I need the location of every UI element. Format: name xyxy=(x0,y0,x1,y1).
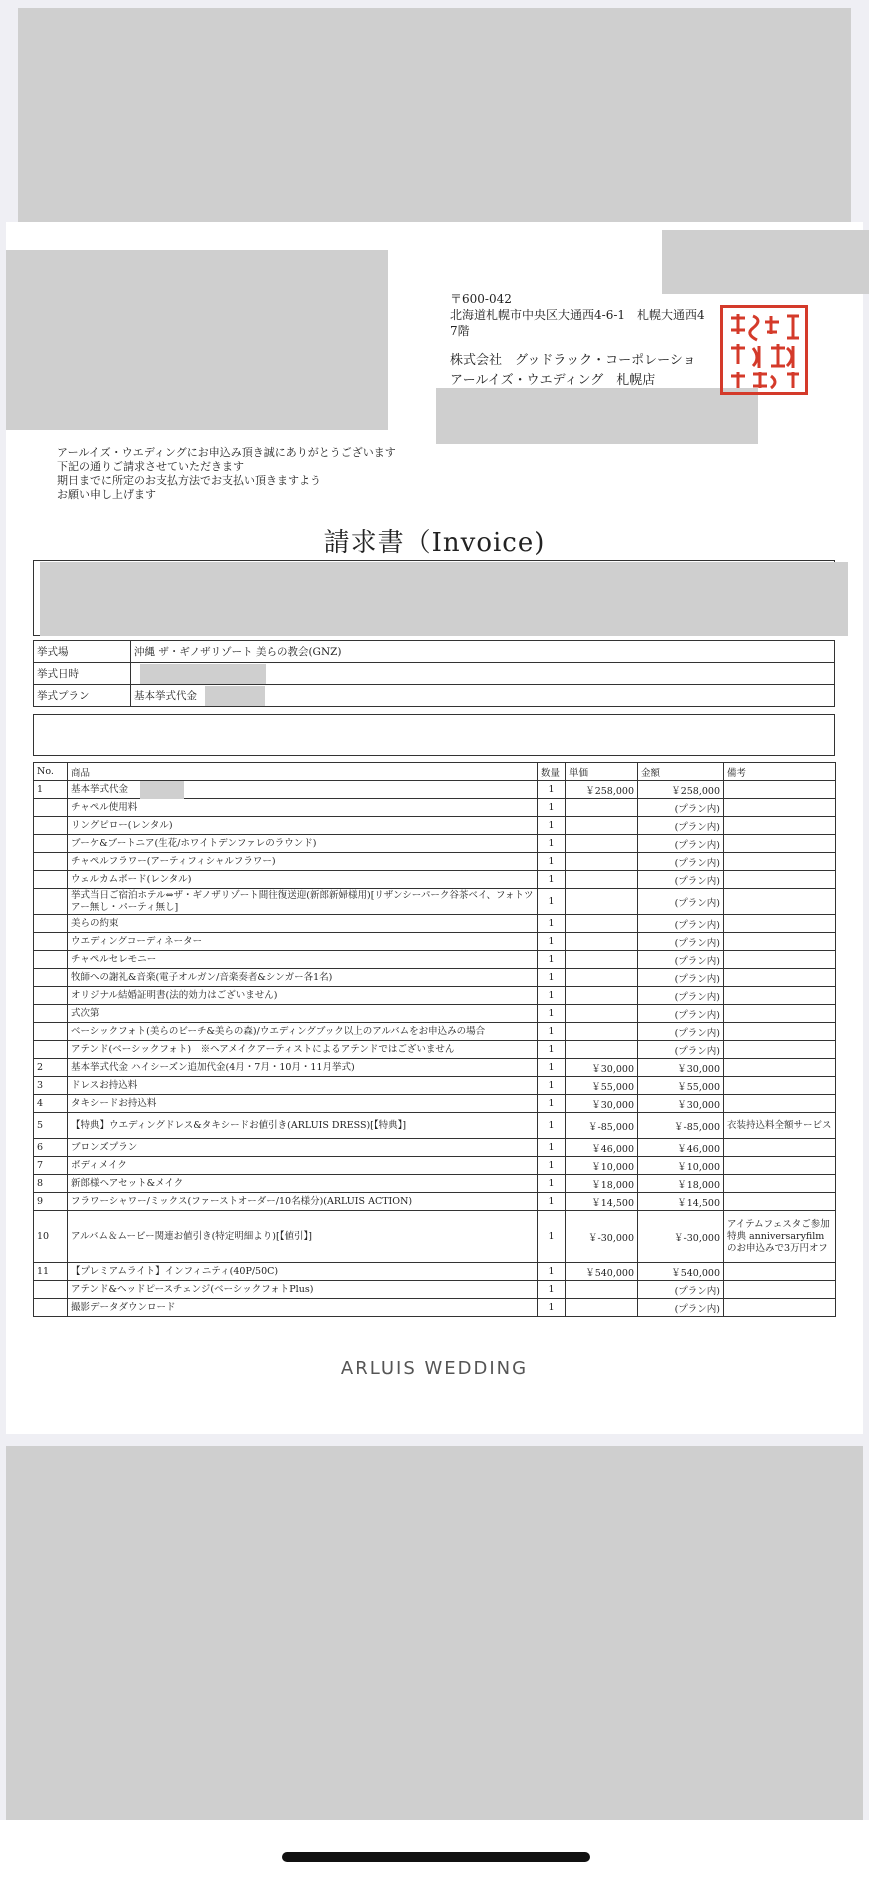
row-no: 9 xyxy=(34,1193,68,1211)
table-row xyxy=(34,1139,836,1157)
row-note xyxy=(724,781,836,799)
redacted-recipient xyxy=(6,250,388,430)
row-item: ボディメイク xyxy=(68,1157,538,1175)
row-unit-price: ￥540,000 xyxy=(566,1263,638,1281)
row-unit-price xyxy=(566,969,638,987)
row-unit-price xyxy=(566,951,638,969)
row-unit-price xyxy=(566,799,638,817)
row-unit-price: ￥10,000 xyxy=(566,1157,638,1175)
row-note xyxy=(724,987,836,1005)
row-note xyxy=(724,889,836,915)
table-row xyxy=(34,1175,836,1193)
home-indicator[interactable] xyxy=(282,1852,590,1862)
remarks-box xyxy=(33,714,835,756)
row-unit-price xyxy=(566,853,638,871)
row-no xyxy=(34,1023,68,1041)
row-item: フラワーシャワー/ミックス(ファーストオーダー/10名様分)(ARLUIS ACTION) xyxy=(68,1193,538,1211)
row-item: 【特典】ウエディングドレス&タキシードお値引き(ARLUIS DRESS)[【特典】] xyxy=(68,1113,538,1139)
row-qty: 1 xyxy=(538,1175,566,1193)
row-qty: 1 xyxy=(538,1023,566,1041)
row-amount: (プラン内) xyxy=(638,915,724,933)
plan-label: 挙式プラン xyxy=(34,685,131,707)
redacted-header-right xyxy=(662,230,869,294)
row-no: 1 xyxy=(34,781,68,799)
row-note xyxy=(724,951,836,969)
row-note xyxy=(724,1175,836,1193)
table-row xyxy=(34,987,836,1005)
row-qty: 1 xyxy=(538,781,566,799)
page-title: 請求書（Invoice) xyxy=(323,528,546,558)
row-qty: 1 xyxy=(538,1193,566,1211)
row-qty: 1 xyxy=(538,1157,566,1175)
table-row xyxy=(34,1023,836,1041)
row-unit-price xyxy=(566,889,638,915)
redacted-top xyxy=(18,8,851,226)
row-amount: (プラン内) xyxy=(638,835,724,853)
row-unit-price xyxy=(566,987,638,1005)
row-no xyxy=(34,969,68,987)
row-item: リングピロー(レンタル) xyxy=(68,817,538,835)
row-no: 5 xyxy=(34,1113,68,1139)
row-amount: ￥30,000 xyxy=(638,1059,724,1077)
col-unit-header: 単価 xyxy=(566,763,638,781)
redacted-item-1 xyxy=(140,781,184,799)
row-note xyxy=(724,1005,836,1023)
row-no: 6 xyxy=(34,1139,68,1157)
row-item: 新郎様ヘアセット&メイク xyxy=(68,1175,538,1193)
table-row xyxy=(34,1193,836,1211)
row-no xyxy=(34,987,68,1005)
table-row xyxy=(34,1059,836,1077)
table-row xyxy=(34,1041,836,1059)
row-unit-price: ￥258,000 xyxy=(566,781,638,799)
row-unit-price: ￥46,000 xyxy=(566,1139,638,1157)
table-row xyxy=(34,969,836,987)
postal-code: 〒600-042 xyxy=(450,292,512,306)
row-no xyxy=(34,817,68,835)
row-no xyxy=(34,933,68,951)
col-amount-header: 金額 xyxy=(638,763,724,781)
row-note xyxy=(724,1193,836,1211)
row-item: アテンド(ベーシックフォト) ※ヘアメイクアーティストによるアテンドではございません xyxy=(68,1041,538,1059)
row-item: チャペルフラワー(アーティフィシャルフラワー) xyxy=(68,853,538,871)
table-row xyxy=(34,799,836,817)
row-item: ベーシックフォト(美らのビーチ&美らの森)/ウエディングブック以上のアルバムをお申込みの場合 xyxy=(68,1023,538,1041)
row-no: 10 xyxy=(34,1211,68,1263)
company-seal xyxy=(720,305,808,395)
row-item: ウェルカムボード(レンタル) xyxy=(68,871,538,889)
row-item: アルバム＆ムービー関連お値引き(特定明細より)[【値引】] xyxy=(68,1211,538,1263)
row-no: 8 xyxy=(34,1175,68,1193)
row-no xyxy=(34,951,68,969)
row-amount: ￥46,000 xyxy=(638,1139,724,1157)
row-qty: 1 xyxy=(538,1059,566,1077)
table-row xyxy=(34,1299,836,1317)
table-row xyxy=(34,915,836,933)
row-qty: 1 xyxy=(538,1139,566,1157)
row-qty: 1 xyxy=(538,1281,566,1299)
table-row xyxy=(34,1281,836,1299)
row-qty: 1 xyxy=(538,915,566,933)
row-note xyxy=(724,1041,836,1059)
invoice-items-table xyxy=(33,762,836,1317)
row-unit-price xyxy=(566,1299,638,1317)
row-note xyxy=(724,1157,836,1175)
row-qty: 1 xyxy=(538,987,566,1005)
row-amount: ￥-30,000 xyxy=(638,1211,724,1263)
row-item: 撮影データダウンロード xyxy=(68,1299,538,1317)
row-qty: 1 xyxy=(538,1095,566,1113)
row-amount: (プラン内) xyxy=(638,933,724,951)
row-note xyxy=(724,1299,836,1317)
row-note xyxy=(724,1263,836,1281)
row-no: 2 xyxy=(34,1059,68,1077)
row-item: チャペルセレモニー xyxy=(68,951,538,969)
row-item: 挙式当日ご宿泊ホテル⇔ザ・ギノザリゾート間往復送迎(新郎新婦様用)[リザンシーパーク谷茶ベイ、フォトツアー無し・パーティ無し] xyxy=(68,889,538,915)
row-item: タキシードお持込料 xyxy=(68,1095,538,1113)
row-unit-price: ￥30,000 xyxy=(566,1059,638,1077)
row-note xyxy=(724,835,836,853)
row-item: 美らの約束 xyxy=(68,915,538,933)
row-note xyxy=(724,1077,836,1095)
row-unit-price xyxy=(566,1041,638,1059)
row-amount: (プラン内) xyxy=(638,889,724,915)
redacted-bottom xyxy=(6,1446,863,1822)
table-row xyxy=(34,871,836,889)
col-note-header: 備考 xyxy=(724,763,836,781)
company-name: 株式会社 グッドラック・コーポレーショ xyxy=(450,353,696,368)
row-note xyxy=(724,915,836,933)
row-no xyxy=(34,1005,68,1023)
row-note xyxy=(724,853,836,871)
row-amount: (プラン内) xyxy=(638,1023,724,1041)
row-qty: 1 xyxy=(538,799,566,817)
row-amount: (プラン内) xyxy=(638,853,724,871)
row-unit-price: ￥-30,000 xyxy=(566,1211,638,1263)
row-no: 3 xyxy=(34,1077,68,1095)
venue-label: 挙式場 xyxy=(34,641,131,663)
row-amount: ￥18,000 xyxy=(638,1175,724,1193)
row-note xyxy=(724,1059,836,1077)
plan-value: 基本挙式代金 xyxy=(131,685,835,707)
row-unit-price: ￥-85,000 xyxy=(566,1113,638,1139)
venue-value: 沖縄 ザ・ギノザリゾート 美らの教会(GNZ) xyxy=(131,641,835,663)
row-item: 式次第 xyxy=(68,1005,538,1023)
row-unit-price xyxy=(566,915,638,933)
row-amount: (プラン内) xyxy=(638,1005,724,1023)
row-unit-price xyxy=(566,1023,638,1041)
row-unit-price: ￥30,000 xyxy=(566,1095,638,1113)
row-amount: (プラン内) xyxy=(638,1281,724,1299)
row-qty: 1 xyxy=(538,853,566,871)
row-note xyxy=(724,1139,836,1157)
row-qty: 1 xyxy=(538,889,566,915)
date-label: 挙式日時 xyxy=(34,663,131,685)
col-no-header: No. xyxy=(34,763,68,781)
table-row xyxy=(34,1113,836,1139)
row-unit-price xyxy=(566,1005,638,1023)
table-row xyxy=(34,1005,836,1023)
row-item: 牧師への謝礼&音楽(電子オルガン/音楽奏者&シンガー各1名) xyxy=(68,969,538,987)
row-item: オリジナル結婚証明書(法的効力はございません) xyxy=(68,987,538,1005)
row-amount: (プラン内) xyxy=(638,1299,724,1317)
row-amount: (プラン内) xyxy=(638,1041,724,1059)
info-row-venue xyxy=(34,641,835,663)
table-row xyxy=(34,1211,836,1263)
row-note xyxy=(724,1095,836,1113)
row-qty: 1 xyxy=(538,835,566,853)
row-no: 4 xyxy=(34,1095,68,1113)
row-qty: 1 xyxy=(538,817,566,835)
table-row xyxy=(34,817,836,835)
row-amount: (プラン内) xyxy=(638,951,724,969)
seal-stamp-icon xyxy=(723,308,805,392)
table-row xyxy=(34,933,836,951)
row-item: 【プレミアムライト】インフィニティ(40P/50C) xyxy=(68,1263,538,1281)
table-row xyxy=(34,889,836,915)
row-item: ブロンズプラン xyxy=(68,1139,538,1157)
intro-line-4: お願い申し上げます xyxy=(57,488,156,501)
row-no xyxy=(34,915,68,933)
table-row xyxy=(34,1095,836,1113)
table-row xyxy=(34,1157,836,1175)
row-amount: ￥30,000 xyxy=(638,1095,724,1113)
row-note xyxy=(724,799,836,817)
row-qty: 1 xyxy=(538,1041,566,1059)
row-unit-price: ￥18,000 xyxy=(566,1175,638,1193)
row-qty: 1 xyxy=(538,1263,566,1281)
row-item: ブーケ&ブートニア(生花/ホワイトデンファレのラウンド) xyxy=(68,835,538,853)
table-row xyxy=(34,951,836,969)
row-amount: ￥-85,000 xyxy=(638,1113,724,1139)
row-amount: (プラン内) xyxy=(638,987,724,1005)
row-amount: ￥10,000 xyxy=(638,1157,724,1175)
row-no xyxy=(34,1281,68,1299)
row-qty: 1 xyxy=(538,951,566,969)
row-note xyxy=(724,933,836,951)
row-unit-price: ￥55,000 xyxy=(566,1077,638,1095)
row-item: ウエディングコーディネーター xyxy=(68,933,538,951)
row-no xyxy=(34,1299,68,1317)
row-amount: ￥540,000 xyxy=(638,1263,724,1281)
row-no xyxy=(34,889,68,915)
store-name: アールイズ・ウエディング 札幌店 xyxy=(450,373,656,388)
row-amount: ￥258,000 xyxy=(638,781,724,799)
row-item: 基本挙式代金 xyxy=(68,781,538,799)
row-amount: (プラン内) xyxy=(638,799,724,817)
row-note xyxy=(724,1281,836,1299)
row-note: 衣装持込料全額サービス xyxy=(724,1113,836,1139)
address-line-1: 北海道札幌市中央区大通西4-6-1 札幌大通西4 xyxy=(450,308,705,322)
row-no xyxy=(34,835,68,853)
row-unit-price: ￥14,500 xyxy=(566,1193,638,1211)
row-no xyxy=(34,871,68,889)
row-note: アイテムフェスタご参加特典 anniversaryfilmのお申込みで3万円オフ xyxy=(724,1211,836,1263)
table-row xyxy=(34,1263,836,1281)
redacted-customer xyxy=(40,562,848,636)
row-amount: (プラン内) xyxy=(638,817,724,835)
row-item: ドレスお持込料 xyxy=(68,1077,538,1095)
redacted-plan-detail xyxy=(205,686,265,706)
row-no: 11 xyxy=(34,1263,68,1281)
row-unit-price xyxy=(566,933,638,951)
row-item: チャペル使用料 xyxy=(68,799,538,817)
row-amount: ￥14,500 xyxy=(638,1193,724,1211)
row-unit-price xyxy=(566,1281,638,1299)
row-note xyxy=(724,1023,836,1041)
table-row xyxy=(34,1077,836,1095)
row-item: 基本挙式代金 ハイシーズン追加代金(4月・7月・10月・11月挙式) xyxy=(68,1059,538,1077)
row-qty: 1 xyxy=(538,969,566,987)
row-no xyxy=(34,799,68,817)
row-unit-price xyxy=(566,871,638,889)
row-qty: 1 xyxy=(538,1211,566,1263)
row-amount: (プラン内) xyxy=(638,871,724,889)
items-header-row xyxy=(34,763,836,781)
table-row xyxy=(34,835,836,853)
intro-line-1: アールイズ・ウエディングにお申込み頂き誠にありがとうございます xyxy=(57,446,396,459)
row-qty: 1 xyxy=(538,1113,566,1139)
row-qty: 1 xyxy=(538,1299,566,1317)
row-item: アテンド&ヘッドピースチェンジ(ベーシックフォトPlus) xyxy=(68,1281,538,1299)
row-qty: 1 xyxy=(538,1077,566,1095)
redacted-contact xyxy=(436,388,758,444)
row-note xyxy=(724,871,836,889)
row-note xyxy=(724,817,836,835)
brand-logo: ARLUIS WEDDING xyxy=(340,1358,529,1379)
redacted-date xyxy=(140,664,266,684)
row-amount: (プラン内) xyxy=(638,969,724,987)
row-unit-price xyxy=(566,835,638,853)
intro-line-3: 期日までに所定のお支払方法でお支払い頂きますよう xyxy=(57,474,321,487)
row-no xyxy=(34,1041,68,1059)
col-item-header: 商品 xyxy=(68,763,538,781)
info-row-plan xyxy=(34,685,835,707)
row-amount: ￥55,000 xyxy=(638,1077,724,1095)
row-note xyxy=(724,969,836,987)
intro-line-2: 下記の通りご請求させていただきます xyxy=(57,460,244,473)
row-qty: 1 xyxy=(538,871,566,889)
row-no xyxy=(34,853,68,871)
col-qty-header: 数量 xyxy=(538,763,566,781)
row-qty: 1 xyxy=(538,1005,566,1023)
row-no: 7 xyxy=(34,1157,68,1175)
row-unit-price xyxy=(566,817,638,835)
table-row xyxy=(34,853,836,871)
row-qty: 1 xyxy=(538,933,566,951)
address-line-2: 7階 xyxy=(450,324,470,338)
